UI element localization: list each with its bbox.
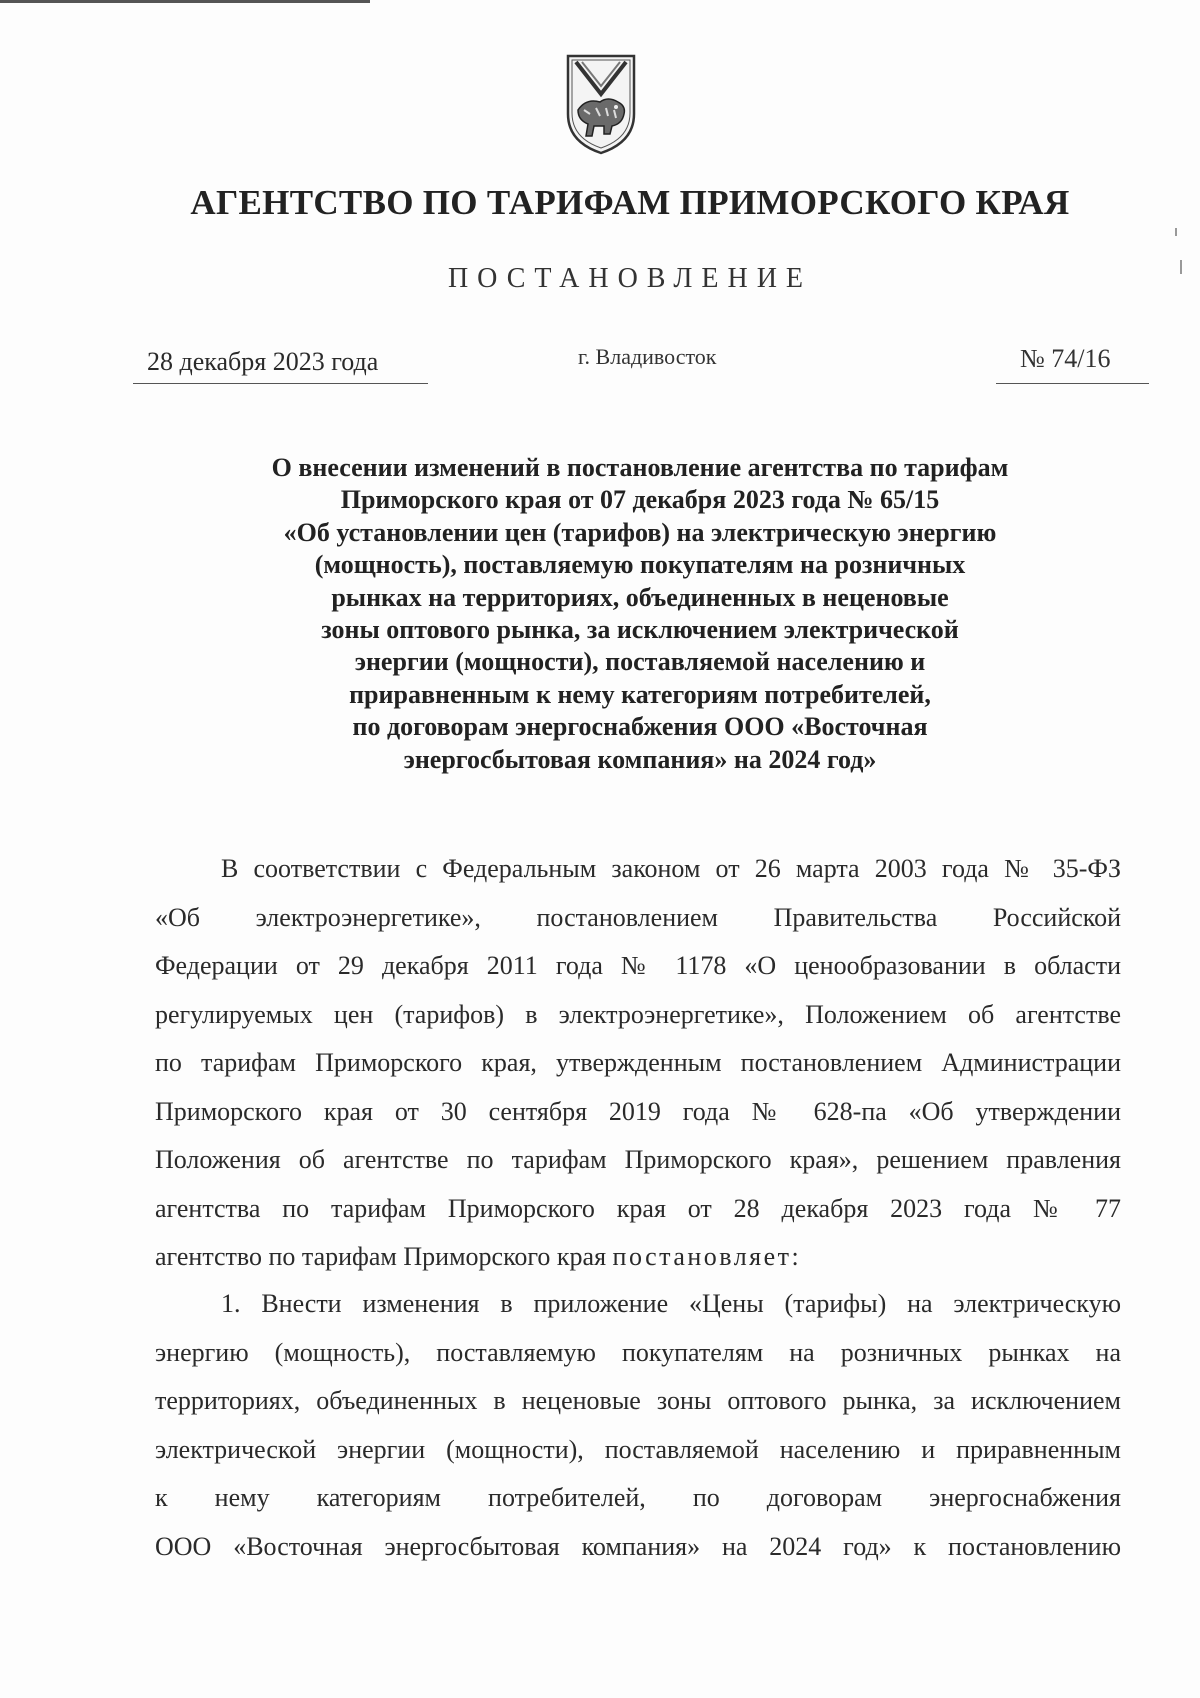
text-line: «Об электроэнергетике», постановлением Правительства Российской bbox=[155, 902, 1121, 932]
title-line: (мощность), поставляемую покупателям на розничных bbox=[314, 550, 966, 580]
title-line: Приморского края от 07 декабря 2023 года № 65/15 bbox=[340, 485, 940, 515]
title-line: рынках на территориях, объединенных в неценовые bbox=[331, 582, 949, 612]
text-line: энергию (мощность), поставляемую покупателям на розничных рынках на bbox=[155, 1337, 1121, 1367]
date-underline bbox=[133, 383, 428, 384]
text-line: по тарифам Приморского края, утвержденным постановлением Администрации bbox=[155, 1048, 1121, 1077]
text-line: территориях, объединенных в неценовые зоны оптового рынка, за исключением bbox=[155, 1386, 1121, 1415]
title-line: «Об установлении цен (тарифов) на электрическую энергию bbox=[283, 517, 997, 547]
text-line: В соответствии с Федеральным законом от 26 марта 2003 года № 35-ФЗ bbox=[221, 854, 1121, 883]
agency-name: АГЕНТСТВО ПО ТАРИФАМ ПРИМОРСКОГО КРАЯ bbox=[190, 183, 1070, 222]
text-line: регулируемых цен (тарифов) в электроэнергетике», Положением об агентстве bbox=[155, 999, 1121, 1029]
title-line: энергии (мощности), поставляемой населению и bbox=[354, 647, 926, 677]
title-line: приравненным к нему категориям потребителей, bbox=[349, 679, 931, 709]
decision-verb: постановляет: bbox=[612, 1242, 802, 1271]
text-line bbox=[155, 1233, 1121, 1282]
text-line: Приморского края от 30 сентября 2019 года № 628-па «Об утверждении bbox=[155, 1096, 1121, 1126]
text-line: Федерации от 29 декабря 2011 года № 1178 «О ценообразовании в области bbox=[155, 951, 1121, 980]
title-line: О внесении изменений в постановление агентства по тарифам bbox=[271, 453, 1009, 482]
document-date: 28 декабря 2023 года bbox=[147, 347, 379, 376]
scan-edge-mark bbox=[0, 0, 370, 3]
document-type: ПОСТАНОВЛЕНИЕ bbox=[447, 263, 813, 294]
decision-subject: агентство по тарифам Приморского края bbox=[155, 1242, 607, 1271]
clause-1-paragraph bbox=[155, 1280, 1121, 1571]
number-underline bbox=[996, 383, 1149, 384]
text-line: ООО «Восточная энергосбытовая компания» на 2024 год» к постановлению bbox=[155, 1531, 1121, 1561]
coat-of-arms-emblem bbox=[564, 52, 638, 156]
document-number: № 74/16 bbox=[1020, 344, 1111, 373]
document-city: г. Владивосток bbox=[578, 344, 717, 369]
text-line: к нему категориям потребителей, по договорам энергоснабжения bbox=[155, 1483, 1121, 1512]
scan-edge-mark bbox=[1175, 228, 1177, 236]
title-line: энергосбытовая компания» на 2024 год» bbox=[403, 744, 877, 774]
title-line: зоны оптового рынка, за исключением электрической bbox=[321, 615, 959, 645]
text-line: электрической энергии (мощности), поставляемой населению и приравненным bbox=[155, 1434, 1121, 1464]
title-line: по договорам энергоснабжения ООО «Восточная bbox=[352, 712, 928, 742]
text-line: 1. Внести изменения в приложение «Цены (тарифы) на электрическую bbox=[221, 1289, 1121, 1318]
text-line: агентства по тарифам Приморского края от 28 декабря 2023 года № 77 bbox=[155, 1193, 1121, 1223]
preamble-paragraph bbox=[155, 845, 1121, 1282]
document-title bbox=[180, 452, 1100, 776]
text-line: Положения об агентстве по тарифам Приморского края», решением правления bbox=[155, 1145, 1121, 1174]
